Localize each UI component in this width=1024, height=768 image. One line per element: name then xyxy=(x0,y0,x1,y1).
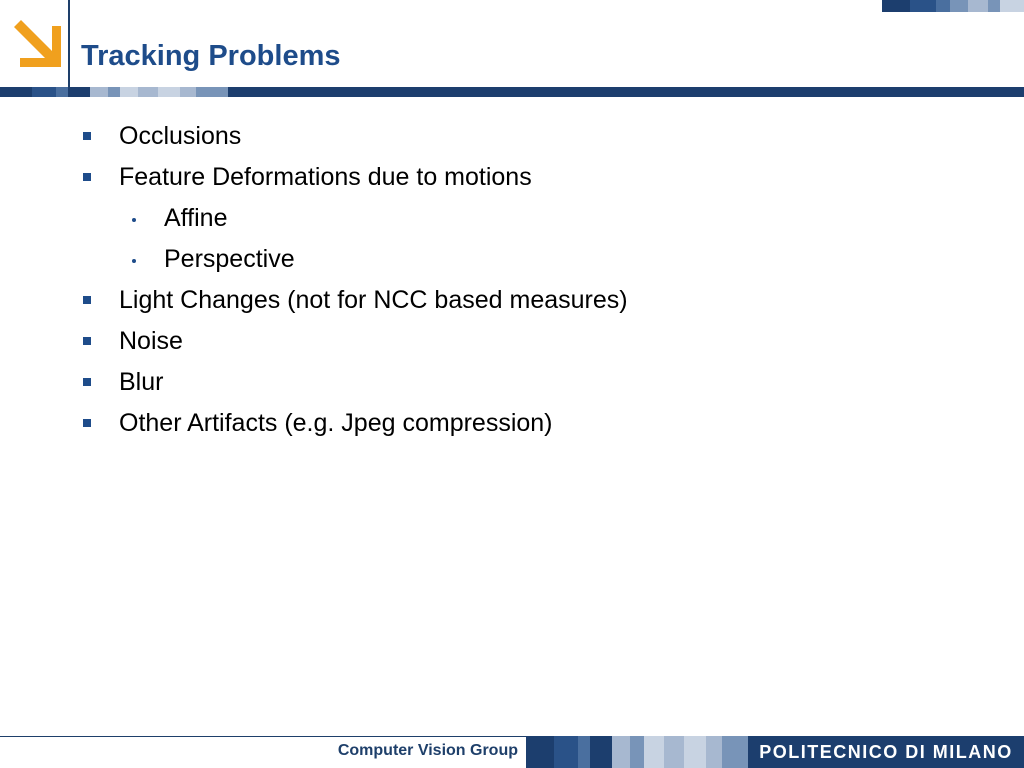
sub-bullet-item: Perspective xyxy=(164,245,295,273)
square-bullet-icon xyxy=(83,132,91,140)
header-divider xyxy=(68,0,70,88)
square-bullet-icon xyxy=(83,378,91,386)
square-bullet-icon xyxy=(83,419,91,427)
logo-arrow-icon xyxy=(12,18,62,68)
bullet-item: Light Changes (not for NCC based measures) xyxy=(119,286,628,314)
square-bullet-icon xyxy=(83,173,91,181)
header-bar xyxy=(0,87,1024,97)
bullet-item: Noise xyxy=(119,327,183,355)
footer-brand: POLITECNICO DI MILANO xyxy=(748,736,1024,768)
sub-bullet-item: Affine xyxy=(164,204,228,232)
footer-group-label: Computer Vision Group xyxy=(337,742,518,759)
slide-title: Tracking Problems xyxy=(81,40,341,72)
footer-divider xyxy=(0,736,526,737)
square-bullet-icon xyxy=(83,337,91,345)
square-bullet-icon xyxy=(83,296,91,304)
dot-bullet-icon xyxy=(132,259,136,263)
bullet-item: Blur xyxy=(119,368,164,396)
bullet-item: Occlusions xyxy=(119,122,242,150)
bullet-item: Other Artifacts (e.g. Jpeg compression) xyxy=(119,409,553,437)
bullet-item: Feature Deformations due to motions xyxy=(119,163,532,191)
footer-decor-stripes xyxy=(526,736,748,768)
top-decor-stripes xyxy=(882,0,1024,12)
dot-bullet-icon xyxy=(132,218,136,222)
